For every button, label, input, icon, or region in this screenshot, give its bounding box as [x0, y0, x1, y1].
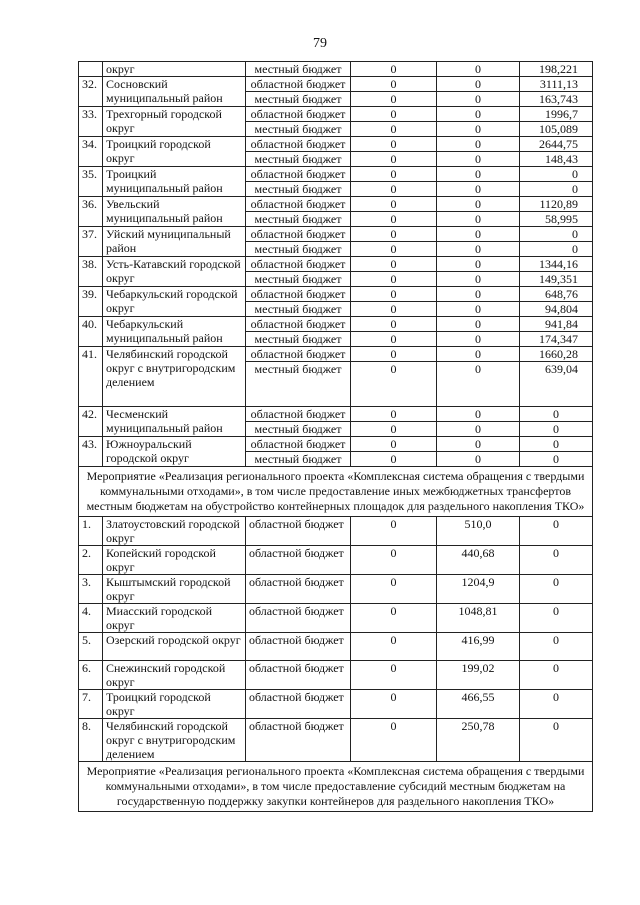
value-cell: 941,84 [520, 317, 593, 332]
value-cell: 0 [520, 227, 593, 242]
budget-type: местный бюджет [246, 92, 351, 107]
value-cell: 0 [437, 92, 520, 107]
table-row [79, 107, 593, 122]
value-cell: 174,347 [520, 332, 593, 347]
budget-type: местный бюджет [246, 422, 351, 437]
table-row [79, 517, 593, 546]
value-cell: 466,55 [437, 690, 520, 719]
table-row [79, 690, 593, 719]
row-number: 6. [79, 661, 103, 690]
value-cell: 0 [437, 107, 520, 122]
municipality-name: округ [103, 62, 246, 77]
value-cell: 0 [437, 242, 520, 257]
table-row [79, 317, 593, 332]
budget-type: местный бюджет [246, 152, 351, 167]
value-cell: 0 [437, 332, 520, 347]
value-cell: 0 [520, 719, 593, 762]
row-number: 2. [79, 546, 103, 575]
value-cell: 1660,28 [520, 347, 593, 362]
municipality-name: Южноуральский городской округ [103, 437, 246, 467]
table-row [79, 633, 593, 661]
budget-type: областной бюджет [246, 546, 351, 575]
value-cell: 0 [437, 62, 520, 77]
row-number: 42. [79, 407, 103, 437]
value-cell: 0 [437, 257, 520, 272]
value-cell: 0 [437, 227, 520, 242]
table-row [79, 575, 593, 604]
value-cell: 0 [520, 661, 593, 690]
row-number: 37. [79, 227, 103, 257]
value-cell: 0 [351, 122, 437, 137]
value-cell: 0 [520, 517, 593, 546]
budget-type: областной бюджет [246, 719, 351, 762]
value-cell: 0 [437, 452, 520, 467]
value-cell: 0 [520, 604, 593, 633]
value-cell: 0 [437, 272, 520, 287]
row-number: 41. [79, 347, 103, 407]
budget-type: областной бюджет [246, 257, 351, 272]
value-cell: 0 [520, 575, 593, 604]
value-cell: 1344,16 [520, 257, 593, 272]
value-cell: 0 [351, 317, 437, 332]
municipality-name: Кыштымский городской округ [103, 575, 246, 604]
budget-table [78, 61, 593, 812]
table-row [79, 347, 593, 362]
municipality-name: Увельский муниципальный район [103, 197, 246, 227]
table-row [79, 77, 593, 92]
budget-type: областной бюджет [246, 517, 351, 546]
budget-type: областной бюджет [246, 317, 351, 332]
table-row [79, 437, 593, 452]
value-cell: 0 [351, 167, 437, 182]
value-cell: 2644,75 [520, 137, 593, 152]
value-cell: 0 [437, 347, 520, 362]
value-cell: 639,04 [520, 362, 593, 407]
value-cell: 1996,7 [520, 107, 593, 122]
municipality-name: Снежинский городской округ [103, 661, 246, 690]
budget-type: областной бюджет [246, 77, 351, 92]
row-number: 34. [79, 137, 103, 167]
budget-type: областной бюджет [246, 287, 351, 302]
value-cell: 148,43 [520, 152, 593, 167]
municipality-name: Чесменский муниципальный район [103, 407, 246, 437]
value-cell: 0 [520, 422, 593, 437]
value-cell: 163,743 [520, 92, 593, 107]
value-cell: 0 [351, 661, 437, 690]
value-cell: 0 [351, 287, 437, 302]
table-row [79, 661, 593, 690]
budget-type: местный бюджет [246, 122, 351, 137]
budget-type: местный бюджет [246, 272, 351, 287]
budget-type: областной бюджет [246, 661, 351, 690]
budget-type: областной бюджет [246, 407, 351, 422]
budget-type: областной бюджет [246, 347, 351, 362]
value-cell: 0 [351, 137, 437, 152]
table-body [79, 62, 593, 812]
value-cell: 1120,89 [520, 197, 593, 212]
row-number: 35. [79, 167, 103, 197]
municipality-name: Копейский городской округ [103, 546, 246, 575]
value-cell: 0 [520, 182, 593, 197]
value-cell: 0 [351, 212, 437, 227]
municipality-name: Троицкий городской округ [103, 690, 246, 719]
value-cell: 0 [520, 167, 593, 182]
value-cell: 0 [520, 407, 593, 422]
value-cell: 0 [351, 347, 437, 362]
value-cell: 0 [437, 152, 520, 167]
value-cell: 0 [437, 182, 520, 197]
value-cell: 0 [351, 517, 437, 546]
table-row [79, 197, 593, 212]
budget-type: местный бюджет [246, 62, 351, 77]
value-cell: 0 [520, 633, 593, 661]
value-cell: 0 [351, 242, 437, 257]
budget-type: областной бюджет [246, 107, 351, 122]
budget-type: местный бюджет [246, 362, 351, 407]
value-cell: 58,995 [520, 212, 593, 227]
municipality-name: Челябинский городской округ с внутригородским делением [103, 719, 246, 762]
value-cell: 0 [437, 212, 520, 227]
budget-type: областной бюджет [246, 197, 351, 212]
value-cell: 440,68 [437, 546, 520, 575]
value-cell: 0 [437, 437, 520, 452]
section-heading: Мероприятие «Реализация регионального проекта «Комплексная система обращения с твердыми коммунальными отходами», в том числе предоставление субсидий местным бюджетам на государственную поддержку закупки контейнеров для раздельного накопления ТКО» [79, 762, 593, 812]
table-row [79, 167, 593, 182]
budget-type: местный бюджет [246, 452, 351, 467]
row-number: 40. [79, 317, 103, 347]
row-number: 8. [79, 719, 103, 762]
value-cell: 0 [437, 137, 520, 152]
value-cell: 0 [351, 437, 437, 452]
budget-type: областной бюджет [246, 633, 351, 661]
section-heading: Мероприятие «Реализация регионального проекта «Комплексная система обращения с твердыми коммунальными отходами», в том числе предоставление иных межбюджетных трансфертов местным бюджетам на обустройство контейнерных площадок для раздельного накопления ТКО» [79, 467, 593, 517]
table-row [79, 407, 593, 422]
value-cell: 0 [351, 272, 437, 287]
value-cell: 105,089 [520, 122, 593, 137]
table-row [79, 137, 593, 152]
value-cell: 0 [351, 302, 437, 317]
row-number: 39. [79, 287, 103, 317]
row-number [79, 62, 103, 77]
municipality-name: Челябинский городской округ с внутригородским делением [103, 347, 246, 407]
row-number: 43. [79, 437, 103, 467]
budget-type: местный бюджет [246, 332, 351, 347]
municipality-name: Троицкий муниципальный район [103, 167, 246, 197]
value-cell: 149,351 [520, 272, 593, 287]
table-row [79, 287, 593, 302]
budget-type: областной бюджет [246, 575, 351, 604]
value-cell: 0 [351, 633, 437, 661]
value-cell: 0 [351, 407, 437, 422]
budget-type: областной бюджет [246, 167, 351, 182]
value-cell: 0 [437, 422, 520, 437]
value-cell: 0 [437, 287, 520, 302]
budget-type: местный бюджет [246, 182, 351, 197]
budget-type: областной бюджет [246, 690, 351, 719]
value-cell: 0 [437, 317, 520, 332]
row-number: 38. [79, 257, 103, 287]
value-cell: 648,76 [520, 287, 593, 302]
value-cell: 0 [520, 690, 593, 719]
row-number: 5. [79, 633, 103, 661]
value-cell: 94,804 [520, 302, 593, 317]
row-number: 32. [79, 77, 103, 107]
municipality-name: Чебаркульский муниципальный район [103, 317, 246, 347]
budget-type: местный бюджет [246, 302, 351, 317]
municipality-name: Сосновский муниципальный район [103, 77, 246, 107]
value-cell: 0 [351, 227, 437, 242]
budget-type: областной бюджет [246, 227, 351, 242]
row-number: 3. [79, 575, 103, 604]
value-cell: 0 [351, 152, 437, 167]
value-cell: 0 [351, 362, 437, 407]
value-cell: 0 [351, 719, 437, 762]
value-cell: 0 [351, 575, 437, 604]
value-cell: 510,0 [437, 517, 520, 546]
row-number: 1. [79, 517, 103, 546]
value-cell: 0 [437, 302, 520, 317]
municipality-name: Чебаркульский городской округ [103, 287, 246, 317]
table-row [79, 604, 593, 633]
value-cell: 0 [437, 197, 520, 212]
value-cell: 0 [520, 452, 593, 467]
budget-type: областной бюджет [246, 437, 351, 452]
table-row [79, 719, 593, 762]
value-cell: 0 [351, 604, 437, 633]
value-cell: 0 [520, 242, 593, 257]
value-cell: 0 [351, 690, 437, 719]
value-cell: 0 [351, 107, 437, 122]
value-cell: 3111,13 [520, 77, 593, 92]
value-cell: 0 [437, 122, 520, 137]
row-number: 4. [79, 604, 103, 633]
municipality-name: Уйский муниципальный район [103, 227, 246, 257]
value-cell: 0 [351, 452, 437, 467]
value-cell: 0 [437, 362, 520, 407]
table-row [79, 546, 593, 575]
value-cell: 416,99 [437, 633, 520, 661]
value-cell: 0 [351, 62, 437, 77]
table-row [79, 257, 593, 272]
row-number: 33. [79, 107, 103, 137]
municipality-name: Миасский городской округ [103, 604, 246, 633]
value-cell: 0 [437, 167, 520, 182]
value-cell: 0 [351, 257, 437, 272]
value-cell: 0 [437, 407, 520, 422]
value-cell: 0 [351, 92, 437, 107]
value-cell: 199,02 [437, 661, 520, 690]
value-cell: 198,221 [520, 62, 593, 77]
table-row [79, 62, 593, 77]
value-cell: 1204,9 [437, 575, 520, 604]
budget-type: областной бюджет [246, 604, 351, 633]
value-cell: 0 [520, 437, 593, 452]
municipality-name: Троицкий городской округ [103, 137, 246, 167]
value-cell: 0 [520, 546, 593, 575]
section-heading-row [79, 762, 593, 812]
value-cell: 0 [351, 546, 437, 575]
municipality-name: Озерский городской округ [103, 633, 246, 661]
budget-type: местный бюджет [246, 242, 351, 257]
value-cell: 1048,81 [437, 604, 520, 633]
table-row [79, 227, 593, 242]
value-cell: 0 [437, 77, 520, 92]
row-number: 7. [79, 690, 103, 719]
page-number: 79 [313, 36, 327, 51]
budget-type: местный бюджет [246, 212, 351, 227]
municipality-name: Усть-Катавский городской округ [103, 257, 246, 287]
value-cell: 0 [351, 77, 437, 92]
value-cell: 250,78 [437, 719, 520, 762]
municipality-name: Трехгорный городской округ [103, 107, 246, 137]
section-heading-row [79, 467, 593, 517]
value-cell: 0 [351, 182, 437, 197]
value-cell: 0 [351, 197, 437, 212]
municipality-name: Златоустовский городской округ [103, 517, 246, 546]
value-cell: 0 [351, 422, 437, 437]
budget-type: областной бюджет [246, 137, 351, 152]
row-number: 36. [79, 197, 103, 227]
value-cell: 0 [351, 332, 437, 347]
